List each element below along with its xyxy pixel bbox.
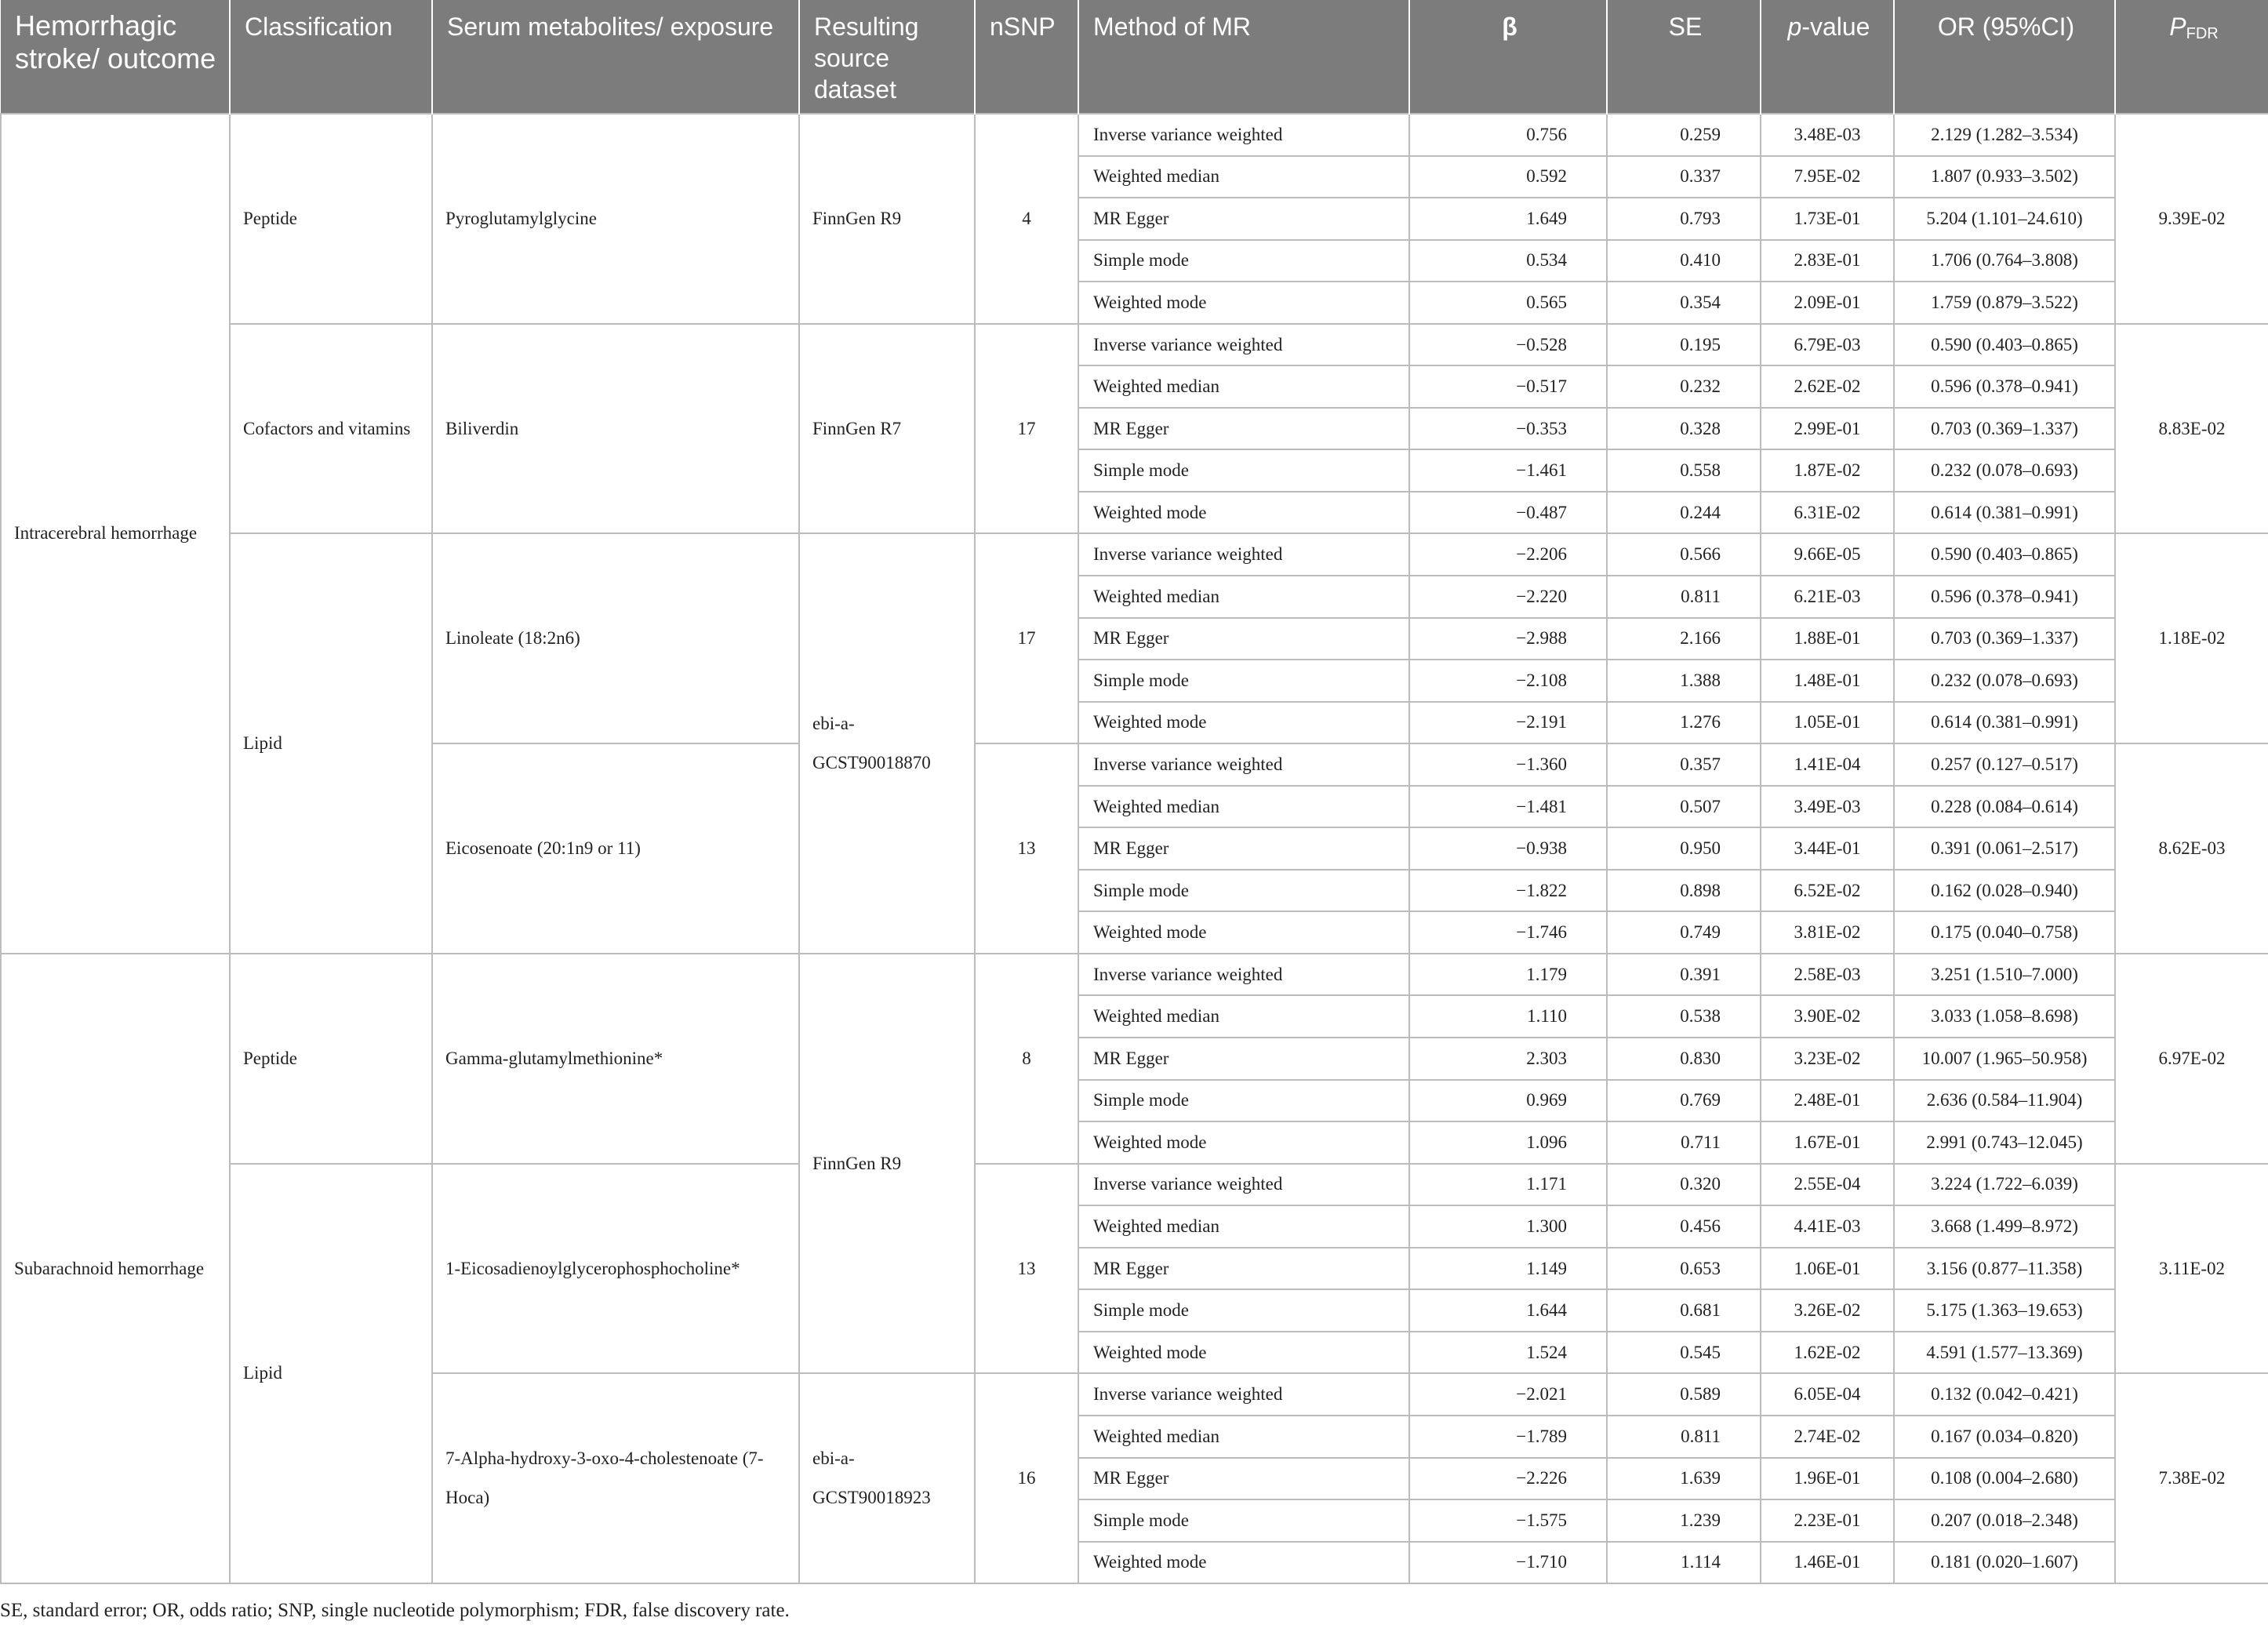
or-ci-cell: 0.162 (0.028–0.940) <box>1894 870 2115 912</box>
classification-cell: Cofactors and vitamins <box>230 324 432 534</box>
nsnp-cell: 17 <box>975 324 1078 534</box>
or-ci-cell: 2.129 (1.282–3.534) <box>1894 114 2115 156</box>
or-ci-cell: 0.596 (0.378–0.941) <box>1894 576 2115 618</box>
se-cell: 0.558 <box>1607 449 1761 492</box>
beta-cell: 1.179 <box>1409 954 1607 996</box>
method-cell: Weighted mode <box>1078 282 1409 324</box>
pvalue-cell: 1.05E-01 <box>1761 702 1894 744</box>
beta-cell: 1.649 <box>1409 198 1607 240</box>
pvalue-cell: 1.73E-01 <box>1761 198 1894 240</box>
dataset-cell: FinnGen R9 <box>799 114 975 324</box>
beta-cell: −2.108 <box>1409 660 1607 702</box>
header-dataset: Resulting source dataset <box>799 0 975 114</box>
or-ci-cell: 1.759 (0.879–3.522) <box>1894 282 2115 324</box>
or-ci-cell: 0.207 (0.018–2.348) <box>1894 1499 2115 1542</box>
method-cell: MR Egger <box>1078 408 1409 450</box>
table-footnote: SE, standard error; OR, odds ratio; SNP, single nucleotide polymorphism; FDR, false discovery rate. <box>0 1600 790 1621</box>
header-outcome: Hemorrhagic stroke/ outcome <box>1 0 230 114</box>
method-cell: Simple mode <box>1078 870 1409 912</box>
method-cell: Simple mode <box>1078 449 1409 492</box>
header-beta-text: β <box>1502 13 1517 41</box>
se-cell: 0.681 <box>1607 1289 1761 1332</box>
se-cell: 1.639 <box>1607 1458 1761 1500</box>
method-cell: MR Egger <box>1078 618 1409 660</box>
pvalue-cell: 2.48E-01 <box>1761 1080 1894 1122</box>
se-cell: 0.391 <box>1607 954 1761 996</box>
or-ci-cell: 0.590 (0.403–0.865) <box>1894 324 2115 366</box>
or-ci-cell: 3.156 (0.877–11.358) <box>1894 1248 2115 1290</box>
pvalue-cell: 2.62E-02 <box>1761 365 1894 408</box>
se-cell: 0.337 <box>1607 156 1761 198</box>
pfdr-cell: 3.11E-02 <box>2115 1164 2268 1374</box>
pfdr-cell: 8.62E-03 <box>2115 743 2268 954</box>
dataset-cell: FinnGen R7 <box>799 324 975 534</box>
header-pvalue-rest: -value <box>1801 13 1870 41</box>
or-ci-cell: 0.391 (0.061–2.517) <box>1894 827 2115 870</box>
method-cell: Inverse variance weighted <box>1078 954 1409 996</box>
pvalue-cell: 3.48E-03 <box>1761 114 1894 156</box>
beta-cell: −2.226 <box>1409 1458 1607 1500</box>
beta-cell: 1.300 <box>1409 1205 1607 1248</box>
beta-cell: 1.644 <box>1409 1289 1607 1332</box>
beta-cell: −0.938 <box>1409 827 1607 870</box>
beta-cell: 1.524 <box>1409 1332 1607 1374</box>
se-cell: 0.811 <box>1607 576 1761 618</box>
table-body <box>1 114 2268 1583</box>
nsnp-cell: 17 <box>975 533 1078 743</box>
pvalue-cell: 2.23E-01 <box>1761 1499 1894 1542</box>
dataset-cell: ebi-a-GCST90018870 <box>799 533 975 953</box>
beta-cell: 0.756 <box>1409 114 1607 156</box>
nsnp-cell: 8 <box>975 954 1078 1164</box>
dataset-cell: ebi-a-GCST90018923 <box>799 1373 975 1583</box>
pvalue-cell: 4.41E-03 <box>1761 1205 1894 1248</box>
pvalue-cell: 1.62E-02 <box>1761 1332 1894 1374</box>
pvalue-cell: 1.88E-01 <box>1761 618 1894 660</box>
pvalue-cell: 9.66E-05 <box>1761 533 1894 576</box>
method-cell: MR Egger <box>1078 1248 1409 1290</box>
header-or: OR (95%CI) <box>1894 0 2115 114</box>
beta-cell: −2.021 <box>1409 1373 1607 1416</box>
beta-cell: 1.149 <box>1409 1248 1607 1290</box>
se-cell: 0.811 <box>1607 1416 1761 1458</box>
exposure-cell: Linoleate (18:2n6) <box>432 533 799 743</box>
se-cell: 0.589 <box>1607 1373 1761 1416</box>
header-pfdr-sub: FDR <box>2186 25 2219 42</box>
header-row <box>1 0 2268 114</box>
or-ci-cell: 0.181 (0.020–1.607) <box>1894 1542 2115 1584</box>
method-cell: Inverse variance weighted <box>1078 533 1409 576</box>
se-cell: 0.328 <box>1607 408 1761 450</box>
se-cell: 1.276 <box>1607 702 1761 744</box>
header-exposure: Serum metabolites/ exposure <box>432 0 799 114</box>
or-ci-cell: 0.232 (0.078–0.693) <box>1894 660 2115 702</box>
or-ci-cell: 0.132 (0.042–0.421) <box>1894 1373 2115 1416</box>
nsnp-cell: 13 <box>975 1164 1078 1374</box>
se-cell: 1.239 <box>1607 1499 1761 1542</box>
beta-cell: 0.534 <box>1409 240 1607 282</box>
beta-cell: 1.096 <box>1409 1121 1607 1164</box>
method-cell: Weighted median <box>1078 576 1409 618</box>
method-cell: Weighted mode <box>1078 1332 1409 1374</box>
header-pfdr-main: P <box>2169 13 2186 41</box>
pvalue-cell: 3.49E-03 <box>1761 786 1894 828</box>
or-ci-cell: 0.596 (0.378–0.941) <box>1894 365 2115 408</box>
beta-cell: 0.969 <box>1409 1080 1607 1122</box>
pvalue-cell: 6.79E-03 <box>1761 324 1894 366</box>
beta-cell: −1.710 <box>1409 1542 1607 1584</box>
pvalue-cell: 6.05E-04 <box>1761 1373 1894 1416</box>
method-cell: Weighted mode <box>1078 1121 1409 1164</box>
se-cell: 1.114 <box>1607 1542 1761 1584</box>
method-cell: Inverse variance weighted <box>1078 743 1409 786</box>
or-ci-cell: 0.614 (0.381–0.991) <box>1894 492 2115 534</box>
se-cell: 0.830 <box>1607 1038 1761 1080</box>
or-ci-cell: 5.204 (1.101–24.610) <box>1894 198 2115 240</box>
pfdr-cell: 1.18E-02 <box>2115 533 2268 743</box>
se-cell: 0.711 <box>1607 1121 1761 1164</box>
method-cell: MR Egger <box>1078 1038 1409 1080</box>
pvalue-cell: 3.44E-01 <box>1761 827 1894 870</box>
outcome-cell: Intracerebral hemorrhage <box>1 114 230 954</box>
or-ci-cell: 0.590 (0.403–0.865) <box>1894 533 2115 576</box>
beta-cell: −2.988 <box>1409 618 1607 660</box>
method-cell: Simple mode <box>1078 1499 1409 1542</box>
se-cell: 0.232 <box>1607 365 1761 408</box>
classification-cell: Lipid <box>230 1164 432 1583</box>
pvalue-cell: 2.74E-02 <box>1761 1416 1894 1458</box>
table-row <box>1 114 2268 156</box>
pfdr-cell: 7.38E-02 <box>2115 1373 2268 1583</box>
method-cell: Weighted mode <box>1078 492 1409 534</box>
classification-cell: Peptide <box>230 114 432 324</box>
or-ci-cell: 0.614 (0.381–0.991) <box>1894 702 2115 744</box>
pvalue-cell: 1.46E-01 <box>1761 1542 1894 1584</box>
se-cell: 0.793 <box>1607 198 1761 240</box>
outcome-cell: Subarachnoid hemorrhage <box>1 954 230 1583</box>
se-cell: 0.769 <box>1607 1080 1761 1122</box>
pfdr-cell: 6.97E-02 <box>2115 954 2268 1164</box>
se-cell: 0.410 <box>1607 240 1761 282</box>
or-ci-cell: 2.636 (0.584–11.904) <box>1894 1080 2115 1122</box>
pvalue-cell: 2.83E-01 <box>1761 240 1894 282</box>
or-ci-cell: 0.175 (0.040–0.758) <box>1894 911 2115 954</box>
method-cell: Inverse variance weighted <box>1078 1164 1409 1206</box>
se-cell: 0.898 <box>1607 870 1761 912</box>
beta-cell: −1.481 <box>1409 786 1607 828</box>
se-cell: 0.545 <box>1607 1332 1761 1374</box>
or-ci-cell: 4.591 (1.577–13.369) <box>1894 1332 2115 1374</box>
method-cell: Weighted median <box>1078 156 1409 198</box>
beta-cell: −0.353 <box>1409 408 1607 450</box>
exposure-cell: 1-Eicosadienoylglycerophosphocholine* <box>432 1164 799 1374</box>
pvalue-cell: 1.48E-01 <box>1761 660 1894 702</box>
classification-cell: Lipid <box>230 533 432 953</box>
se-cell: 0.244 <box>1607 492 1761 534</box>
beta-cell: −0.487 <box>1409 492 1607 534</box>
se-cell: 0.538 <box>1607 995 1761 1038</box>
se-cell: 0.195 <box>1607 324 1761 366</box>
se-cell: 0.354 <box>1607 282 1761 324</box>
exposure-cell: Eicosenoate (20:1n9 or 11) <box>432 743 799 954</box>
header-method: Method of MR <box>1078 0 1409 114</box>
nsnp-cell: 16 <box>975 1373 1078 1583</box>
header-pvalue <box>1761 0 1894 114</box>
method-cell: Weighted median <box>1078 1205 1409 1248</box>
pvalue-cell: 6.31E-02 <box>1761 492 1894 534</box>
header-se: SE <box>1607 0 1761 114</box>
or-ci-cell: 0.228 (0.084–0.614) <box>1894 786 2115 828</box>
method-cell: Inverse variance weighted <box>1078 1373 1409 1416</box>
header-nsnp: nSNP <box>975 0 1078 114</box>
or-ci-cell: 2.991 (0.743–12.045) <box>1894 1121 2115 1164</box>
beta-cell: −1.822 <box>1409 870 1607 912</box>
exposure-cell: Biliverdin <box>432 324 799 534</box>
se-cell: 0.950 <box>1607 827 1761 870</box>
beta-cell: −1.461 <box>1409 449 1607 492</box>
method-cell: Inverse variance weighted <box>1078 324 1409 366</box>
table-header <box>1 0 2268 114</box>
or-ci-cell: 3.033 (1.058–8.698) <box>1894 995 2115 1038</box>
se-cell: 0.320 <box>1607 1164 1761 1206</box>
se-cell: 0.566 <box>1607 533 1761 576</box>
header-classification: Classification <box>230 0 432 114</box>
se-cell: 0.456 <box>1607 1205 1761 1248</box>
pvalue-cell: 2.55E-04 <box>1761 1164 1894 1206</box>
pvalue-cell: 2.58E-03 <box>1761 954 1894 996</box>
pvalue-cell: 6.52E-02 <box>1761 870 1894 912</box>
method-cell: Simple mode <box>1078 240 1409 282</box>
or-ci-cell: 5.175 (1.363–19.653) <box>1894 1289 2115 1332</box>
beta-cell: 0.565 <box>1409 282 1607 324</box>
method-cell: Simple mode <box>1078 1080 1409 1122</box>
pvalue-cell: 1.67E-01 <box>1761 1121 1894 1164</box>
method-cell: Weighted median <box>1078 365 1409 408</box>
method-cell: MR Egger <box>1078 1458 1409 1500</box>
beta-cell: −2.220 <box>1409 576 1607 618</box>
table-row <box>1 533 2268 576</box>
or-ci-cell: 0.703 (0.369–1.337) <box>1894 618 2115 660</box>
method-cell: Weighted mode <box>1078 911 1409 954</box>
se-cell: 0.357 <box>1607 743 1761 786</box>
pvalue-cell: 1.96E-01 <box>1761 1458 1894 1500</box>
se-cell: 0.507 <box>1607 786 1761 828</box>
or-ci-cell: 0.257 (0.127–0.517) <box>1894 743 2115 786</box>
table-row <box>1 1164 2268 1206</box>
beta-cell: 2.303 <box>1409 1038 1607 1080</box>
pvalue-cell: 7.95E-02 <box>1761 156 1894 198</box>
method-cell: Simple mode <box>1078 1289 1409 1332</box>
se-cell: 2.166 <box>1607 618 1761 660</box>
or-ci-cell: 0.232 (0.078–0.693) <box>1894 449 2115 492</box>
se-cell: 0.653 <box>1607 1248 1761 1290</box>
nsnp-cell: 4 <box>975 114 1078 324</box>
method-cell: MR Egger <box>1078 827 1409 870</box>
pvalue-cell: 3.90E-02 <box>1761 995 1894 1038</box>
table-row <box>1 324 2268 366</box>
or-ci-cell: 3.668 (1.499–8.972) <box>1894 1205 2115 1248</box>
pvalue-cell: 6.21E-03 <box>1761 576 1894 618</box>
beta-cell: −0.528 <box>1409 324 1607 366</box>
header-beta <box>1409 0 1607 114</box>
pvalue-cell: 3.26E-02 <box>1761 1289 1894 1332</box>
method-cell: Weighted mode <box>1078 1542 1409 1584</box>
header-pvalue-italic: p <box>1787 13 1802 41</box>
method-cell: Weighted median <box>1078 1416 1409 1458</box>
or-ci-cell: 3.251 (1.510–7.000) <box>1894 954 2115 996</box>
beta-cell: −1.789 <box>1409 1416 1607 1458</box>
beta-cell: −1.746 <box>1409 911 1607 954</box>
beta-cell: 0.592 <box>1409 156 1607 198</box>
beta-cell: 1.171 <box>1409 1164 1607 1206</box>
beta-cell: −1.360 <box>1409 743 1607 786</box>
nsnp-cell: 13 <box>975 743 1078 954</box>
beta-cell: −1.575 <box>1409 1499 1607 1542</box>
method-cell: Weighted median <box>1078 786 1409 828</box>
method-cell: Simple mode <box>1078 660 1409 702</box>
exposure-cell: Pyroglutamylglycine <box>432 114 799 324</box>
method-cell: Weighted mode <box>1078 702 1409 744</box>
beta-cell: 1.110 <box>1409 995 1607 1038</box>
exposure-cell: Gamma-glutamylmethionine* <box>432 954 799 1164</box>
exposure-cell: 7-Alpha-hydroxy-3-oxo-4-cholestenoate (7-Hoca) <box>432 1373 799 1583</box>
or-ci-cell: 0.167 (0.034–0.820) <box>1894 1416 2115 1458</box>
pvalue-cell: 2.09E-01 <box>1761 282 1894 324</box>
pvalue-cell: 2.99E-01 <box>1761 408 1894 450</box>
or-ci-cell: 1.706 (0.764–3.808) <box>1894 240 2115 282</box>
se-cell: 0.749 <box>1607 911 1761 954</box>
method-cell: Weighted median <box>1078 995 1409 1038</box>
pvalue-cell: 1.41E-04 <box>1761 743 1894 786</box>
pvalue-cell: 1.06E-01 <box>1761 1248 1894 1290</box>
method-cell: Inverse variance weighted <box>1078 114 1409 156</box>
header-pfdr <box>2115 0 2268 114</box>
or-ci-cell: 10.007 (1.965–50.958) <box>1894 1038 2115 1080</box>
pfdr-cell: 9.39E-02 <box>2115 114 2268 324</box>
beta-cell: −2.191 <box>1409 702 1607 744</box>
or-ci-cell: 0.108 (0.004–2.680) <box>1894 1458 2115 1500</box>
or-ci-cell: 0.703 (0.369–1.337) <box>1894 408 2115 450</box>
pvalue-cell: 1.87E-02 <box>1761 449 1894 492</box>
pfdr-cell: 8.83E-02 <box>2115 324 2268 534</box>
or-ci-cell: 3.224 (1.722–6.039) <box>1894 1164 2115 1206</box>
method-cell: MR Egger <box>1078 198 1409 240</box>
classification-cell: Peptide <box>230 954 432 1164</box>
beta-cell: −2.206 <box>1409 533 1607 576</box>
se-cell: 0.259 <box>1607 114 1761 156</box>
table-row <box>1 954 2268 996</box>
pvalue-cell: 3.23E-02 <box>1761 1038 1894 1080</box>
beta-cell: −0.517 <box>1409 365 1607 408</box>
or-ci-cell: 1.807 (0.933–3.502) <box>1894 156 2115 198</box>
se-cell: 1.388 <box>1607 660 1761 702</box>
pvalue-cell: 3.81E-02 <box>1761 911 1894 954</box>
dataset-cell: FinnGen R9 <box>799 954 975 1373</box>
